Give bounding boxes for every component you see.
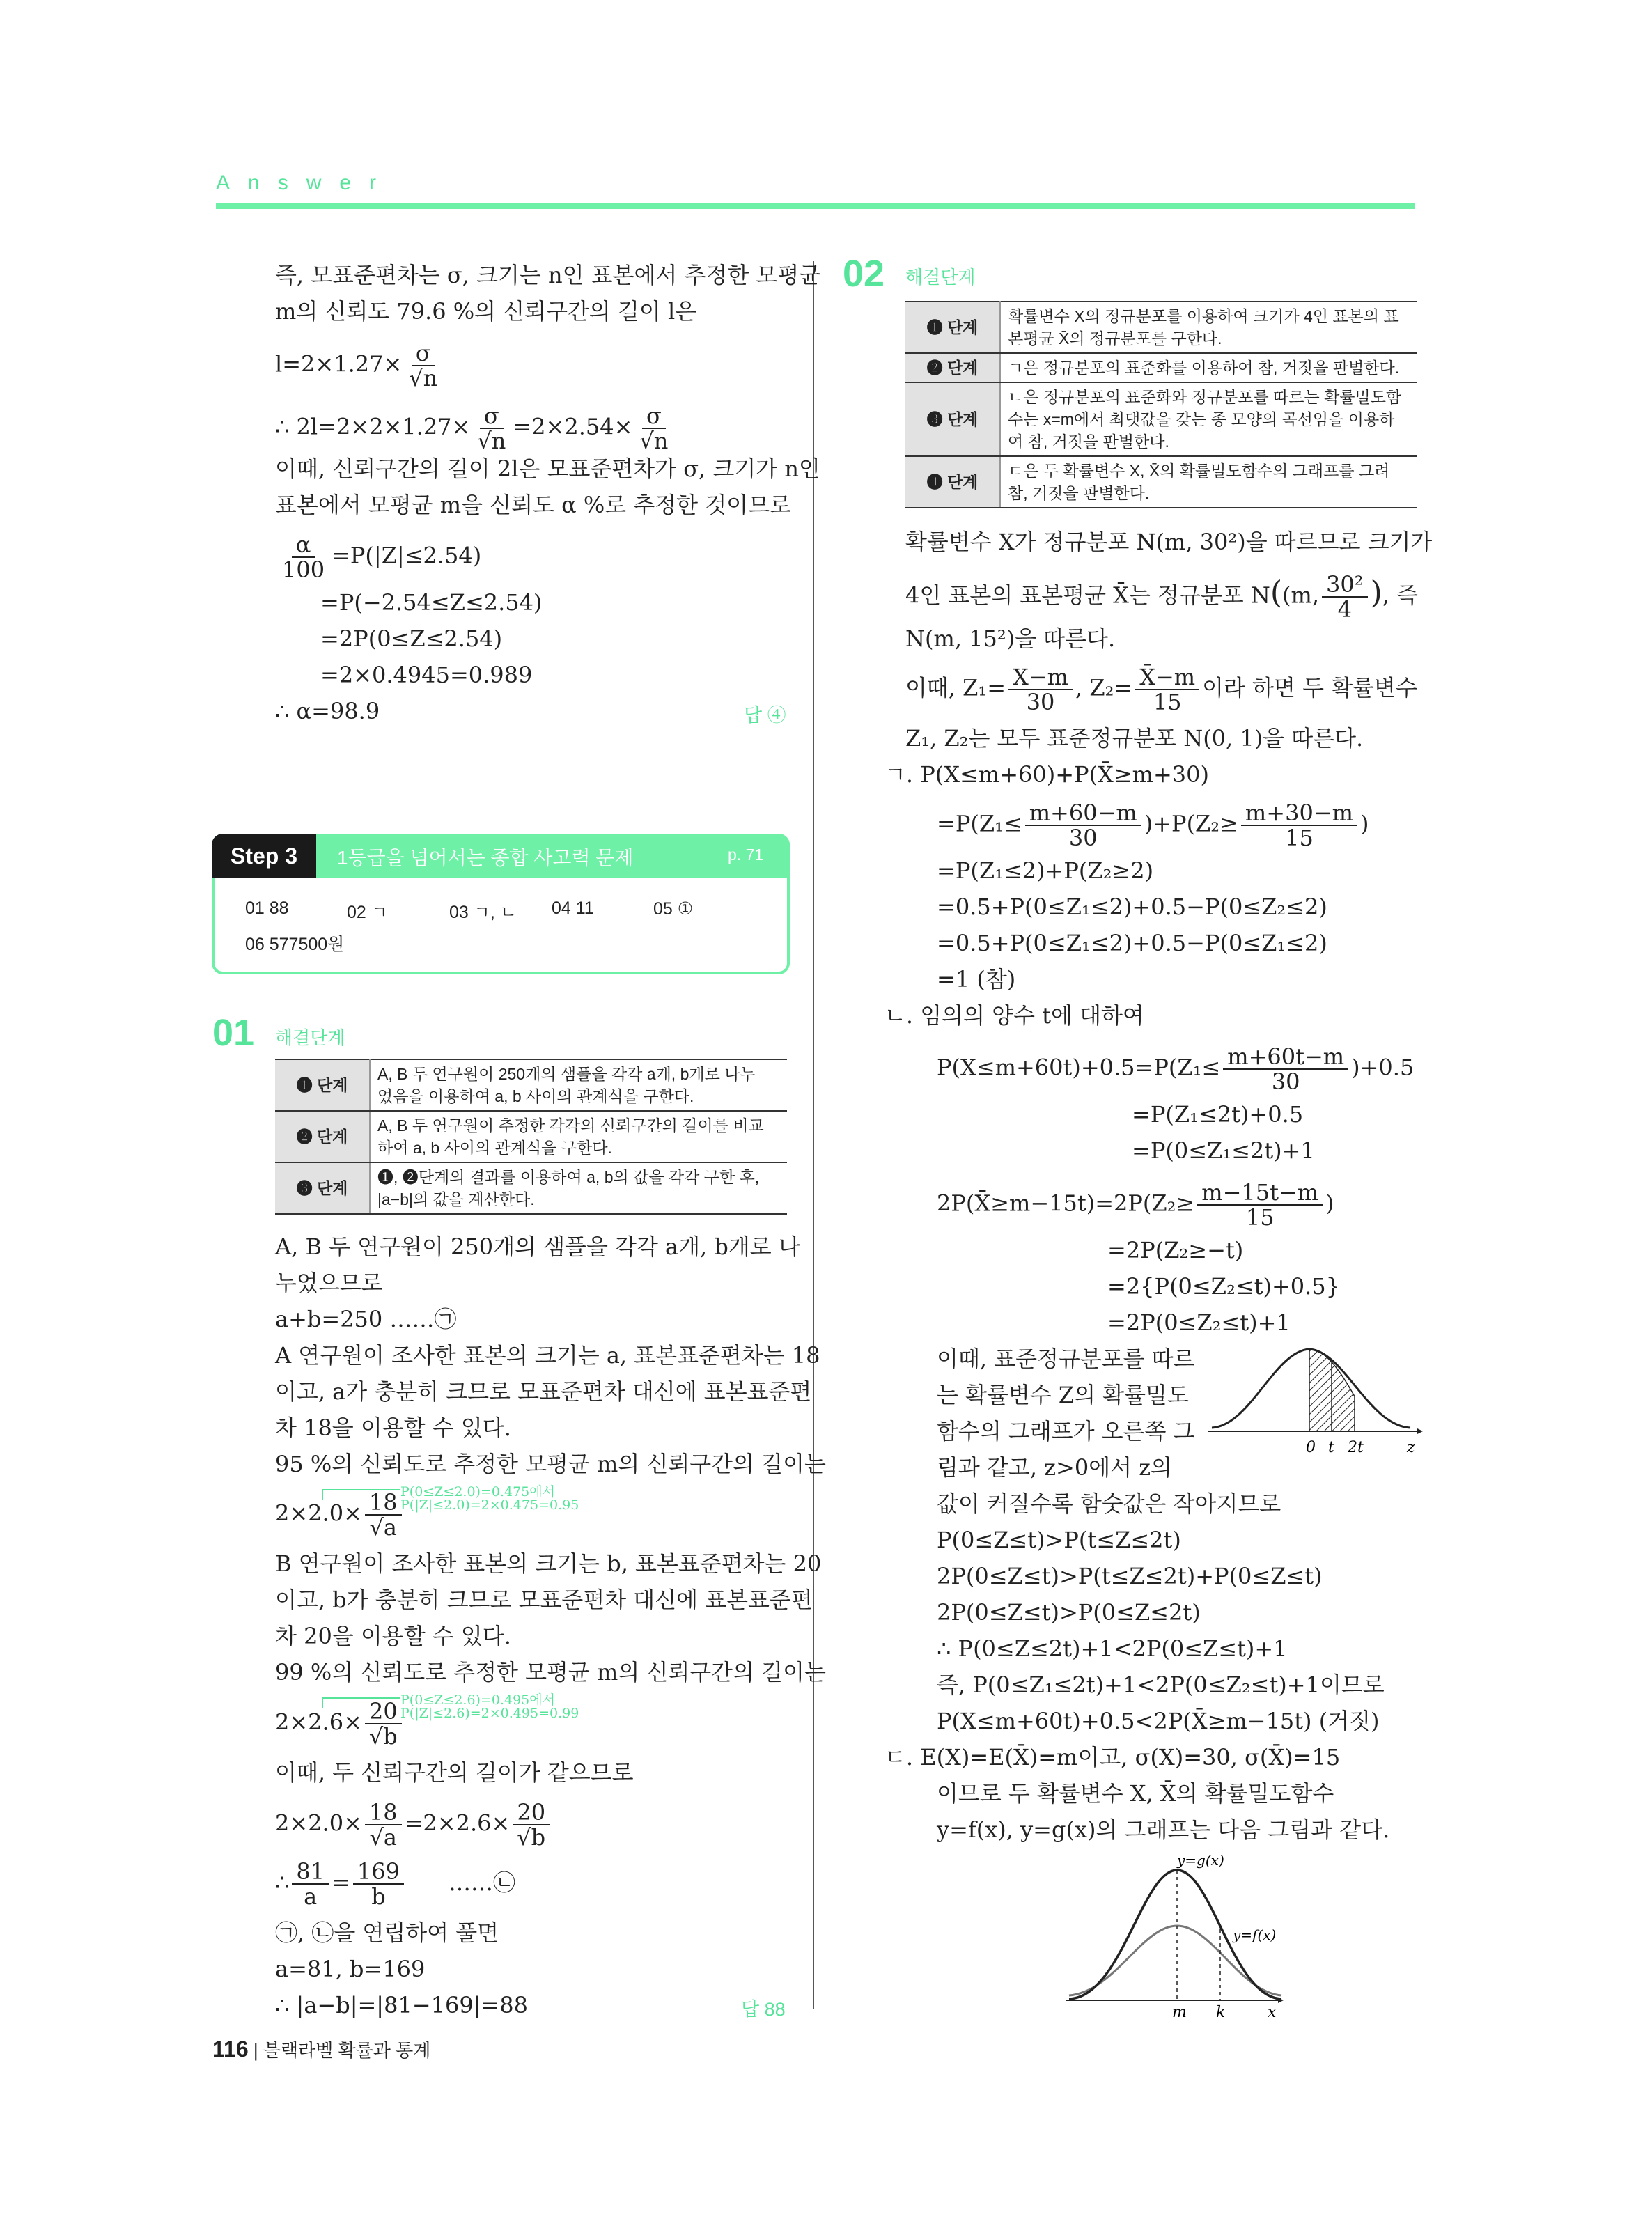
- text-line: N(m, 15²)을 따른다.: [905, 625, 1116, 652]
- text-line: A 연구원이 조사한 표본의 크기는 a, 표본표준편차는 18: [275, 1342, 820, 1369]
- fraction: [365, 1490, 402, 1539]
- denominator: 100: [282, 556, 325, 583]
- step3-answer: 03 ㄱ, ㄴ: [449, 903, 517, 922]
- paren: ): [1370, 575, 1382, 611]
- step-line: 었음을 이용하여 a, b 사이의 관계식을 구한다.: [377, 1087, 694, 1105]
- text-line: m의 신뢰도 79.6 %의 신뢰구간의 길이 l은: [275, 298, 697, 325]
- step-tag: ❶ 단계: [275, 1059, 370, 1111]
- step-line: ㄷ은 두 확률변수 X, X̄의 확률밀도함수의 그래프를 그려: [1008, 462, 1390, 480]
- paren: ): [1144, 810, 1153, 837]
- eq-text: P(X≤m+60t)+0.5=P: [937, 1054, 1169, 1081]
- denominator: 30: [1271, 1068, 1300, 1095]
- fraction: [1223, 1045, 1348, 1093]
- note: P(|Z|≤2.0)=2×0.475=0.95: [400, 1497, 579, 1513]
- step-line: 확률변수 X의 정규분포를 이용하여 크기가 4인 표본의 표: [1008, 307, 1399, 325]
- denominator: b: [371, 1883, 386, 1910]
- denominator: 15: [1285, 825, 1314, 851]
- step-line: 하여 a, b 사이의 관계식을 구한다.: [377, 1139, 612, 1157]
- numerator: m−15t−m: [1197, 1181, 1323, 1206]
- paren: ): [1325, 1190, 1334, 1217]
- fraction: [365, 1699, 402, 1748]
- paren: ): [1351, 1054, 1360, 1081]
- tick-label: 0: [1306, 1439, 1316, 1456]
- numerator: m+30−m: [1241, 801, 1357, 826]
- footer: [212, 2037, 430, 2062]
- section-number: 01: [212, 1012, 255, 1054]
- text-line: 이고, b가 충분히 크므로 모표준편차 대신에 표본표준편: [275, 1587, 813, 1613]
- paren: ): [1359, 810, 1369, 837]
- fraction: [513, 1800, 550, 1849]
- label-f: y=f(x): [1233, 1926, 1277, 1943]
- step-tag: ❷ 단계: [905, 353, 1000, 382]
- text-line: 즉, P(0≤Z₁≤2t)+1<2P(0≤Z₂≤t)+1이므로: [937, 1672, 1385, 1698]
- numerator: σ: [480, 404, 504, 429]
- step-line: A, B 두 연구원이 추정한 각각의 신뢰구간의 길이를 비교: [377, 1116, 764, 1135]
- step-tag: ❶ 단계: [905, 302, 1000, 353]
- two-curve-graph: [1059, 1853, 1288, 2020]
- text-line: 2P(0≤Z≤t)>P(0≤Z≤2t): [937, 1599, 1201, 1626]
- tick-label: k: [1216, 2004, 1226, 2020]
- step-tag: ❸ 단계: [275, 1162, 370, 1214]
- header-bar: [216, 203, 1415, 209]
- denominator: 30: [1026, 689, 1055, 715]
- text-line: =2P(Z₂≥−t): [1107, 1237, 1244, 1263]
- text-line: ㉠, ㉡을 연립하여 풀면: [275, 1919, 499, 1946]
- table-row: [275, 1059, 787, 1111]
- text-line: 이때, 표준정규분포를 따르: [937, 1346, 1195, 1372]
- fraction: [278, 533, 329, 582]
- equation: [275, 341, 444, 390]
- text-line: A, B 두 연구원이 250개의 샘플을 각각 a개, b개로 나: [275, 1233, 800, 1260]
- step-tag: ❸ 단계: [905, 382, 1000, 456]
- equation: [937, 801, 1369, 850]
- fraction: [405, 341, 442, 390]
- text-line: =0.5+P(0≤Z₁≤2)+0.5−P(0≤Z₂≤2): [937, 894, 1327, 920]
- equation: [275, 404, 675, 453]
- text-line: B 연구원이 조사한 표본의 크기는 b, 표본표준편차는 20: [275, 1550, 822, 1577]
- denominator: √a: [369, 1514, 397, 1541]
- column-divider: [813, 261, 814, 2009]
- eq-text: =P: [937, 810, 971, 837]
- note: P(0≤Z≤2.6)=0.495에서: [400, 1692, 555, 1708]
- tick-label: t: [1328, 1439, 1334, 1456]
- text-line: 이므로 두 확률변수 X, X̄의 확률밀도함수: [937, 1780, 1334, 1807]
- eq-text: 2×2.0×: [275, 1809, 362, 1837]
- step3-answer: 01 88: [245, 898, 289, 918]
- text-line: 이고, a가 충분히 크므로 모표준편차 대신에 표본표준편: [275, 1378, 812, 1405]
- text-line: ∴ P(0≤Z≤2t)+1<2P(0≤Z≤t)+1: [937, 1635, 1288, 1662]
- numerator: X−m: [1008, 665, 1073, 690]
- eq-text: ∴: [275, 1869, 290, 1896]
- tick-label: z: [1407, 1439, 1415, 1456]
- eq-text: 4인 표본의 표본평균 X̄는 정규분포 N: [905, 582, 1270, 609]
- fraction: [473, 404, 510, 453]
- text-line: 값이 커질수록 함숫값은 작아지므로: [937, 1490, 1281, 1517]
- text-line: =2P(0≤Z≤2.54): [320, 625, 503, 652]
- text-line: 함수의 그래프가 오른쪽 그: [937, 1418, 1195, 1444]
- numerator: σ: [412, 341, 435, 366]
- eq-text: 이때, Z₁=: [905, 674, 1006, 701]
- step-table: [275, 1059, 787, 1215]
- step-line: 참, 거짓을 판별한다.: [1008, 484, 1150, 502]
- step3-answer: 06 577500원: [245, 935, 345, 954]
- numerator: 20: [513, 1800, 550, 1825]
- eq-text: 2×2.6×: [275, 1708, 362, 1736]
- denominator: √a: [369, 1824, 397, 1851]
- section-label: 해결단계: [905, 267, 976, 288]
- step-desc: [1000, 302, 1417, 353]
- text-line: 누었으므로: [275, 1270, 383, 1296]
- eq-text: +0.5: [1359, 1054, 1415, 1081]
- equation: [275, 1860, 515, 1908]
- answer-label: 답 88: [741, 1999, 786, 2020]
- equation: [905, 573, 1418, 621]
- fraction: [292, 1860, 329, 1908]
- eq-text: =2×2.6×: [404, 1809, 511, 1837]
- section-number: 02: [843, 253, 885, 295]
- denominator: √n: [639, 428, 669, 454]
- step-line: |a−b|의 값을 계산한다.: [377, 1190, 535, 1208]
- denominator: 15: [1153, 689, 1182, 715]
- numerator: α: [292, 533, 315, 558]
- numerator: 169: [353, 1860, 404, 1885]
- note: P(|Z|≤2.6)=2×0.495=0.99: [400, 1706, 579, 1721]
- table-row: [275, 1162, 787, 1214]
- step-desc: [370, 1059, 787, 1111]
- eq-text: 2×2.0×: [275, 1500, 362, 1527]
- text-line: 즉, 모표준편차는 σ, 크기는 n인 표본에서 추정한 모평균: [275, 262, 821, 288]
- label-g: y=g(x): [1177, 1853, 1224, 1869]
- text-line: ㄱ. P(X≤m+60)+P(X̄≥m+30): [885, 761, 1210, 788]
- fraction: [1197, 1181, 1323, 1229]
- equation: [275, 1800, 552, 1849]
- tick-label: m: [1172, 2004, 1187, 2020]
- text-line: P(0≤Z≤t)>P(t≤Z≤2t): [937, 1527, 1181, 1553]
- text-line: =P(−2.54≤Z≤2.54): [320, 589, 543, 616]
- step3-label: Step 3: [212, 834, 316, 878]
- step3-answer: 02 ㄱ: [347, 903, 388, 922]
- fraction: [353, 1860, 404, 1908]
- step-line: 여 참, 거짓을 판별한다.: [1008, 433, 1169, 451]
- text-line: 차 18을 이용할 수 있다.: [275, 1415, 511, 1441]
- step-line: 수는 x=m에서 최댓값을 갖는 종 모양의 곡선임을 이용하: [1008, 410, 1395, 428]
- footer-sep: |: [253, 2040, 263, 2061]
- text-line: ∴ |a−b|=|81−169|=88: [275, 1992, 528, 2018]
- equation: [905, 665, 1417, 714]
- step-line: ㄴ은 정규분포의 표준화와 정규분포를 따르는 확률밀도함: [1008, 388, 1402, 406]
- text-line: =1 (참): [937, 966, 1016, 992]
- denominator: 15: [1245, 1204, 1275, 1231]
- table-row: [905, 353, 1417, 382]
- step-line: 본평균 X̄의 정규분포를 구한다.: [1008, 329, 1222, 348]
- denominator: √b: [368, 1723, 398, 1750]
- section-label: 해결단계: [275, 1027, 345, 1048]
- numerator: 30²: [1322, 573, 1368, 598]
- text-line: 이때, 두 신뢰구간의 길이가 같으므로: [275, 1759, 634, 1786]
- fraction: [1322, 573, 1368, 621]
- step-table: [905, 301, 1417, 508]
- fraction: [1241, 801, 1357, 850]
- numerator: σ: [642, 404, 666, 429]
- table-row: [905, 302, 1417, 353]
- numerator: 18: [365, 1490, 402, 1516]
- header-label: Answer: [216, 171, 395, 194]
- text-line: =P(0≤Z₁≤2t)+1: [1132, 1137, 1315, 1164]
- eq-text: l=2×1.27×: [275, 350, 403, 377]
- page-number: 116: [212, 2037, 249, 2062]
- table-row: [905, 382, 1417, 456]
- text-line: 99 %의 신뢰도로 추정한 모평균 m의 신뢰구간의 길이는: [275, 1659, 826, 1685]
- tick-label: 2t: [1348, 1439, 1364, 1456]
- text-line: a+b=250 ……㉠: [275, 1306, 457, 1332]
- fraction: [1008, 665, 1073, 714]
- step3-page: p. 71: [728, 846, 764, 864]
- numerator: 20: [365, 1699, 402, 1724]
- step-line: A, B 두 연구원이 250개의 샘플을 각각 a개, b개로 나누: [377, 1065, 756, 1083]
- text-line: =2{P(0≤Z₂≤t)+0.5}: [1107, 1273, 1340, 1300]
- denominator: √b: [517, 1824, 546, 1851]
- fraction: [1135, 665, 1199, 714]
- step-desc: [1000, 456, 1417, 508]
- eq-text: ∴ 2l=2×2×1.27×: [275, 413, 471, 440]
- text-line: =P(Z₁≤2)+P(Z₂≥2): [937, 857, 1154, 884]
- eq-text: 2P(X̄≥m−15t)=2P: [937, 1190, 1143, 1217]
- table-row: [275, 1111, 787, 1162]
- text-line: ㄷ. E(X)=E(X̄)=m이고, σ(X)=30, σ(X̄)=15: [885, 1744, 1341, 1770]
- step-tag: ❹ 단계: [905, 456, 1000, 508]
- text-line: =2P(0≤Z₂≤t)+1: [1107, 1309, 1291, 1336]
- axis-arrow: [1417, 1428, 1423, 1434]
- text-line: 확률변수 X가 정규분포 N(m, 30²)을 따르므로 크기가: [905, 529, 1433, 555]
- eq-text: =P(|Z|≤2.54): [332, 542, 482, 569]
- step3-answer: 05 ①: [653, 899, 694, 919]
- denominator: √n: [477, 428, 506, 454]
- table-row: [905, 456, 1417, 508]
- text-line: y=f(x), y=g(x)의 그래프는 다음 그림과 같다.: [937, 1816, 1390, 1843]
- fraction: [365, 1800, 402, 1849]
- text-line: 95 %의 신뢰도로 추정한 모평균 m의 신뢰구간의 길이는: [275, 1451, 826, 1477]
- normal-curve-graph: [1208, 1334, 1424, 1459]
- numerator: 81: [292, 1860, 329, 1885]
- text-line: 표본에서 모평균 m을 신뢰도 α %로 추정한 것이므로: [275, 492, 791, 518]
- tick-label: x: [1268, 2004, 1277, 2020]
- numerator: m+60t−m: [1223, 1045, 1348, 1070]
- equation: [937, 1045, 1414, 1093]
- eq-text: (m,: [1282, 582, 1320, 609]
- text-line: =0.5+P(0≤Z₁≤2)+0.5−P(0≤Z₁≤2): [937, 930, 1327, 956]
- eq-text: ……㉡: [448, 1869, 515, 1896]
- step-desc: [1000, 353, 1417, 382]
- note: P(0≤Z≤2.0)=0.475에서: [400, 1484, 555, 1500]
- text-line: 는 확률변수 Z의 확률밀도: [937, 1382, 1189, 1408]
- equation: [275, 533, 481, 582]
- step-desc: [370, 1162, 787, 1214]
- book-title: 블랙라벨 확률과 통계: [263, 2040, 431, 2061]
- answer-label: 답 ④: [744, 705, 786, 726]
- step-tag: ❷ 단계: [275, 1111, 370, 1162]
- step-line: ㄱ은 정규분포의 표준화를 이용하여 참, 거짓을 판별한다.: [1008, 359, 1400, 377]
- text-line: ∴ α=98.9: [275, 698, 380, 724]
- step-desc: [370, 1111, 787, 1162]
- eq-text: +P: [1153, 810, 1187, 837]
- text-line: =2×0.4945=0.989: [320, 662, 533, 688]
- eq-text: , 즉: [1382, 582, 1419, 609]
- equation: [275, 1699, 405, 1748]
- text-line: =P(Z₁≤2t)+0.5: [1132, 1101, 1304, 1128]
- eq-text: 이라 하면 두 확률변수: [1202, 674, 1417, 701]
- denominator: 30: [1068, 825, 1098, 851]
- equation: [275, 1490, 405, 1539]
- fraction: [1025, 801, 1141, 850]
- eq-text: (Z₂≥: [1142, 1190, 1195, 1217]
- step-line: ❶, ❷단계의 결과를 이용하여 a, b의 값을 각각 구한 후,: [377, 1168, 760, 1186]
- text-line: P(X≤m+60t)+0.5<2P(X̄≥m−15t) (거짓): [937, 1708, 1380, 1734]
- eq-text: , Z₂=: [1075, 674, 1133, 701]
- eq-text: =2×2.54×: [513, 413, 633, 440]
- eq-text: (Z₁≤: [970, 810, 1022, 837]
- text-line: Z₁, Z₂는 모두 표준정규분포 N(0, 1)을 따른다.: [905, 725, 1364, 752]
- numerator: X̄−m: [1135, 665, 1199, 690]
- fraction: [635, 404, 672, 453]
- denominator: √n: [409, 365, 438, 391]
- text-line: ㄴ. 임의의 양수 t에 대하여: [885, 1002, 1144, 1029]
- text-line: 차 20을 이용할 수 있다.: [275, 1623, 511, 1649]
- eq-text: (Z₂≥: [1186, 810, 1238, 837]
- text-line: 림과 같고, z>0에서 z의: [937, 1454, 1172, 1481]
- numerator: 18: [365, 1800, 402, 1825]
- step3-answer: 04 11: [552, 898, 594, 918]
- step-desc: [1000, 382, 1417, 456]
- denominator: a: [304, 1883, 318, 1910]
- text-line: 2P(0≤Z≤t)>P(t≤Z≤2t)+P(0≤Z≤t): [937, 1563, 1323, 1589]
- denominator: 4: [1337, 596, 1352, 623]
- eq-text: (Z₁≤: [1168, 1054, 1221, 1081]
- eq-text: =: [332, 1869, 350, 1896]
- text-line: 이때, 신뢰구간의 길이 2l은 모표준편차가 σ, 크기가 n인: [275, 455, 820, 482]
- step3-desc: 1등급을 넘어서는 종합 사고력 문제: [337, 847, 634, 869]
- equation: [937, 1181, 1334, 1229]
- paren: (: [1270, 575, 1283, 611]
- text-line: a=81, b=169: [275, 1956, 426, 1982]
- numerator: m+60−m: [1025, 801, 1141, 826]
